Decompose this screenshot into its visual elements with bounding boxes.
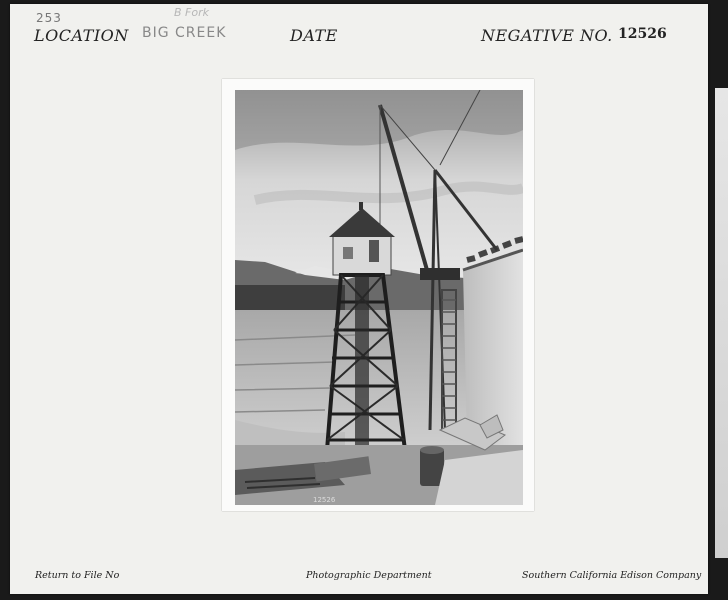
archive-card [10,4,708,594]
location-value: BIG CREEK [142,25,227,41]
serial-number: 253 [36,11,62,25]
negative-label: NEGATIVE NO. [481,26,613,45]
footer-return-label: Return to File No [35,570,120,581]
historical-photo [235,90,523,505]
adjacent-card-edge [715,88,728,558]
footer-department: Photographic Department [306,570,432,581]
negative-number: 12526 [618,26,667,42]
footer-company: Southern California Edison Company [522,570,702,581]
photo-mount [222,79,534,511]
date-label: DATE [290,26,338,45]
print-number: 12526 [313,496,336,504]
location-label: LOCATION [34,26,129,45]
pencil-annotation: B Fork [174,6,209,19]
photo-image [235,90,523,505]
